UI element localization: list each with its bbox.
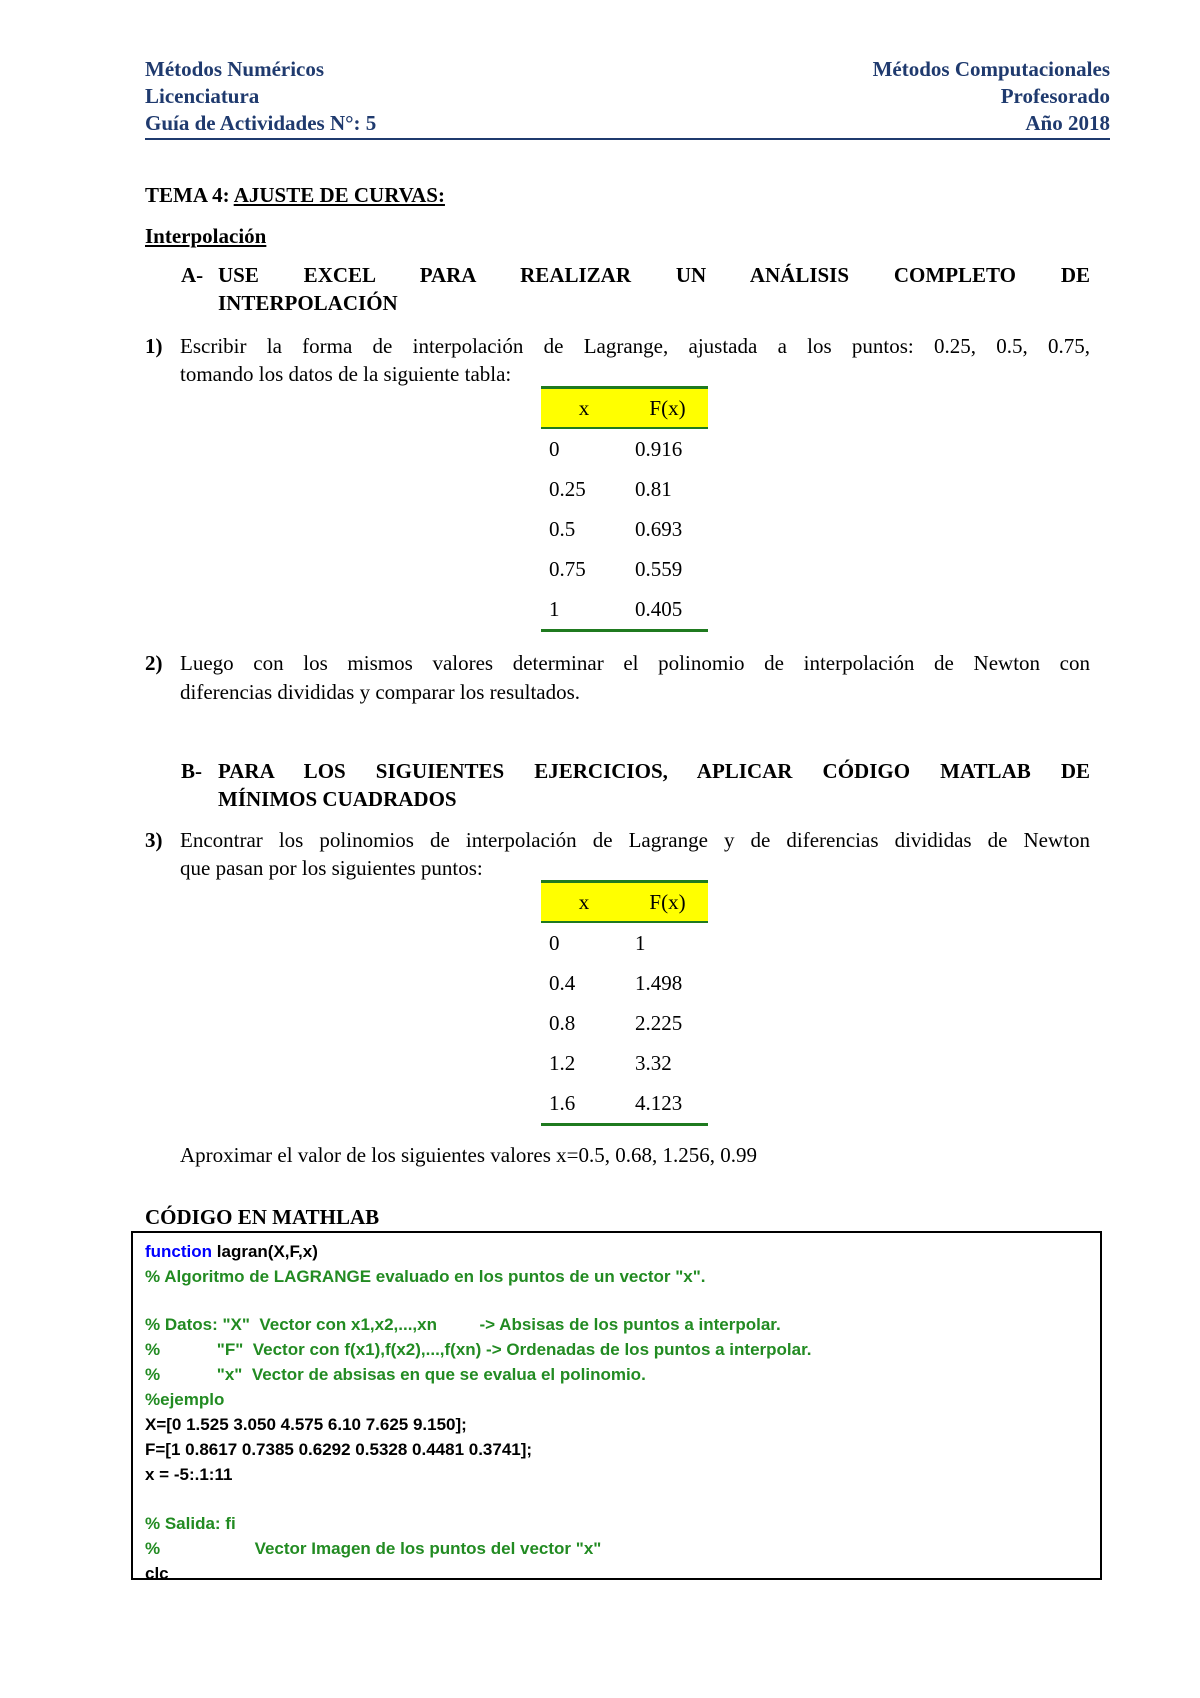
code-line-function bbox=[145, 1241, 318, 1263]
column-header-fx: F(x) bbox=[627, 388, 708, 429]
code-section-title: CÓDIGO EN MATHLAB bbox=[145, 1205, 380, 1229]
career-name: Licenciatura bbox=[145, 84, 260, 108]
code-comment: % Vector Imagen de los puntos del vector "x" bbox=[145, 1539, 602, 1558]
section-a-line2: INTERPOLACIÓN bbox=[218, 291, 398, 315]
header-row-3 bbox=[145, 111, 1110, 137]
column-header-x: x bbox=[541, 388, 627, 429]
item-3-line1: Encontrar los polinomios de interpolación de Lagrange y de diferencias divididas de Newton bbox=[180, 828, 1090, 852]
cell-x: 0.4 bbox=[549, 970, 576, 995]
table-header-row bbox=[541, 882, 708, 923]
section-a-line1: USE EXCEL PARA REALIZAR UN ANÁLISIS COMPLETO DE bbox=[218, 263, 1090, 287]
item-1-line1: Escribir la forma de interpolación de Lagrange, ajustada a los puntos: 0.25, 0.5, 0.75, bbox=[180, 334, 1090, 358]
table-row bbox=[541, 589, 708, 631]
section-interpolation: Interpolación bbox=[145, 224, 267, 248]
cell-x: 0.5 bbox=[549, 516, 576, 541]
cell-x: 0 bbox=[549, 930, 560, 955]
cell-fx: 1.498 bbox=[635, 970, 683, 995]
item-2-line2: diferencias divididas y comparar los resultados. bbox=[180, 680, 581, 704]
cell-fx: 0.916 bbox=[635, 436, 683, 461]
column-header-x: x bbox=[541, 882, 627, 923]
table-row bbox=[541, 428, 708, 469]
approximate-instruction: Aproximar el valor de los siguientes valores x=0.5, 0.68, 1.256, 0.99 bbox=[180, 1143, 757, 1167]
item-3-number: 3) bbox=[145, 828, 163, 852]
year: Año 2018 bbox=[1025, 111, 1110, 135]
header-row-1 bbox=[145, 57, 1110, 83]
item-1-number: 1) bbox=[145, 334, 163, 358]
code-comment: % Salida: fi bbox=[145, 1514, 236, 1533]
table-row bbox=[541, 1003, 708, 1043]
career-name-alt: Profesorado bbox=[1000, 84, 1110, 108]
table-header-row bbox=[541, 388, 708, 429]
code-line: x = -5:.1:11 bbox=[145, 1465, 233, 1484]
cell-x: 1 bbox=[541, 589, 627, 631]
cell-x: 0.75 bbox=[549, 556, 586, 581]
topic-heading bbox=[145, 183, 445, 208]
table-row bbox=[541, 509, 708, 549]
section-b-line1: PARA LOS SIGUIENTES EJERCICIOS, APLICAR CÓDIGO MATLAB DE bbox=[218, 759, 1090, 783]
code-block bbox=[131, 1231, 1102, 1583]
item-2-number: 2) bbox=[145, 651, 163, 675]
topic-prefix: TEMA 4: bbox=[145, 183, 234, 207]
cell-fx: 0.81 bbox=[635, 476, 672, 501]
section-b-line2: MÍNIMOS CUADRADOS bbox=[218, 787, 457, 811]
column-header-fx: F(x) bbox=[627, 882, 708, 923]
header-row-2 bbox=[145, 84, 1110, 110]
cell-fx: 2.225 bbox=[635, 1010, 683, 1035]
cell-fx: 1 bbox=[635, 930, 646, 955]
code-comment: % "x" Vector de absisas en que se evalua el polinomio. bbox=[145, 1365, 646, 1384]
item-3-line2: que pasan por los siguientes puntos: bbox=[180, 856, 483, 880]
code-comment: %ejemplo bbox=[145, 1390, 225, 1409]
code-keyword: function bbox=[145, 1242, 213, 1261]
cell-fx: 0.559 bbox=[635, 556, 683, 581]
table-row bbox=[541, 963, 708, 1003]
data-table-2 bbox=[541, 880, 708, 1126]
cell-x: 0.25 bbox=[549, 476, 586, 501]
code-text: lagran(X,F,x) bbox=[212, 1242, 318, 1261]
cell-fx: 3.32 bbox=[635, 1050, 672, 1075]
course-name-alt: Métodos Computacionales bbox=[872, 57, 1110, 81]
section-b-label: B- bbox=[181, 759, 202, 783]
table-row bbox=[541, 1083, 708, 1125]
cell-fx: 0.693 bbox=[635, 516, 683, 541]
code-comment: % "F" Vector con f(x1),f(x2),...,f(xn) -> Ordenadas de los puntos a interpolar. bbox=[145, 1340, 812, 1359]
code-line: F=[1 0.8617 0.7385 0.6292 0.5328 0.4481 0.3741]; bbox=[145, 1440, 533, 1459]
header-divider bbox=[145, 138, 1110, 140]
item-1-line2: tomando los datos de la siguiente tabla: bbox=[180, 362, 512, 386]
cell-x: 1.6 bbox=[541, 1083, 627, 1125]
code-comment: % Algoritmo de LAGRANGE evaluado en los puntos de un vector "x". bbox=[145, 1267, 706, 1286]
cell-fx: 0.405 bbox=[627, 589, 708, 631]
course-name: Métodos Numéricos bbox=[145, 57, 325, 81]
cell-x: 0 bbox=[549, 436, 560, 461]
item-2-line1: Luego con los mismos valores determinar el polinomio de interpolación de Newton con bbox=[180, 651, 1090, 675]
cell-fx: 4.123 bbox=[627, 1083, 708, 1125]
data-table-1 bbox=[541, 386, 708, 632]
code-comment: % Datos: "X" Vector con x1,x2,...,xn -> Absisas de los puntos a interpolar. bbox=[145, 1315, 781, 1334]
cell-x: 1.2 bbox=[549, 1050, 576, 1075]
cell-x: 0.8 bbox=[549, 1010, 576, 1035]
table-row bbox=[541, 1043, 708, 1083]
section-a-label: A- bbox=[181, 263, 204, 287]
code-line: X=[0 1.525 3.050 4.575 6.10 7.625 9.150]; bbox=[145, 1415, 467, 1434]
table-row bbox=[541, 549, 708, 589]
table-row bbox=[541, 469, 708, 509]
table-row bbox=[541, 922, 708, 963]
topic-title: AJUSTE DE CURVAS: bbox=[233, 183, 445, 207]
guide-number: Guía de Actividades N°: 5 bbox=[145, 111, 377, 135]
code-line: clc bbox=[145, 1564, 169, 1583]
